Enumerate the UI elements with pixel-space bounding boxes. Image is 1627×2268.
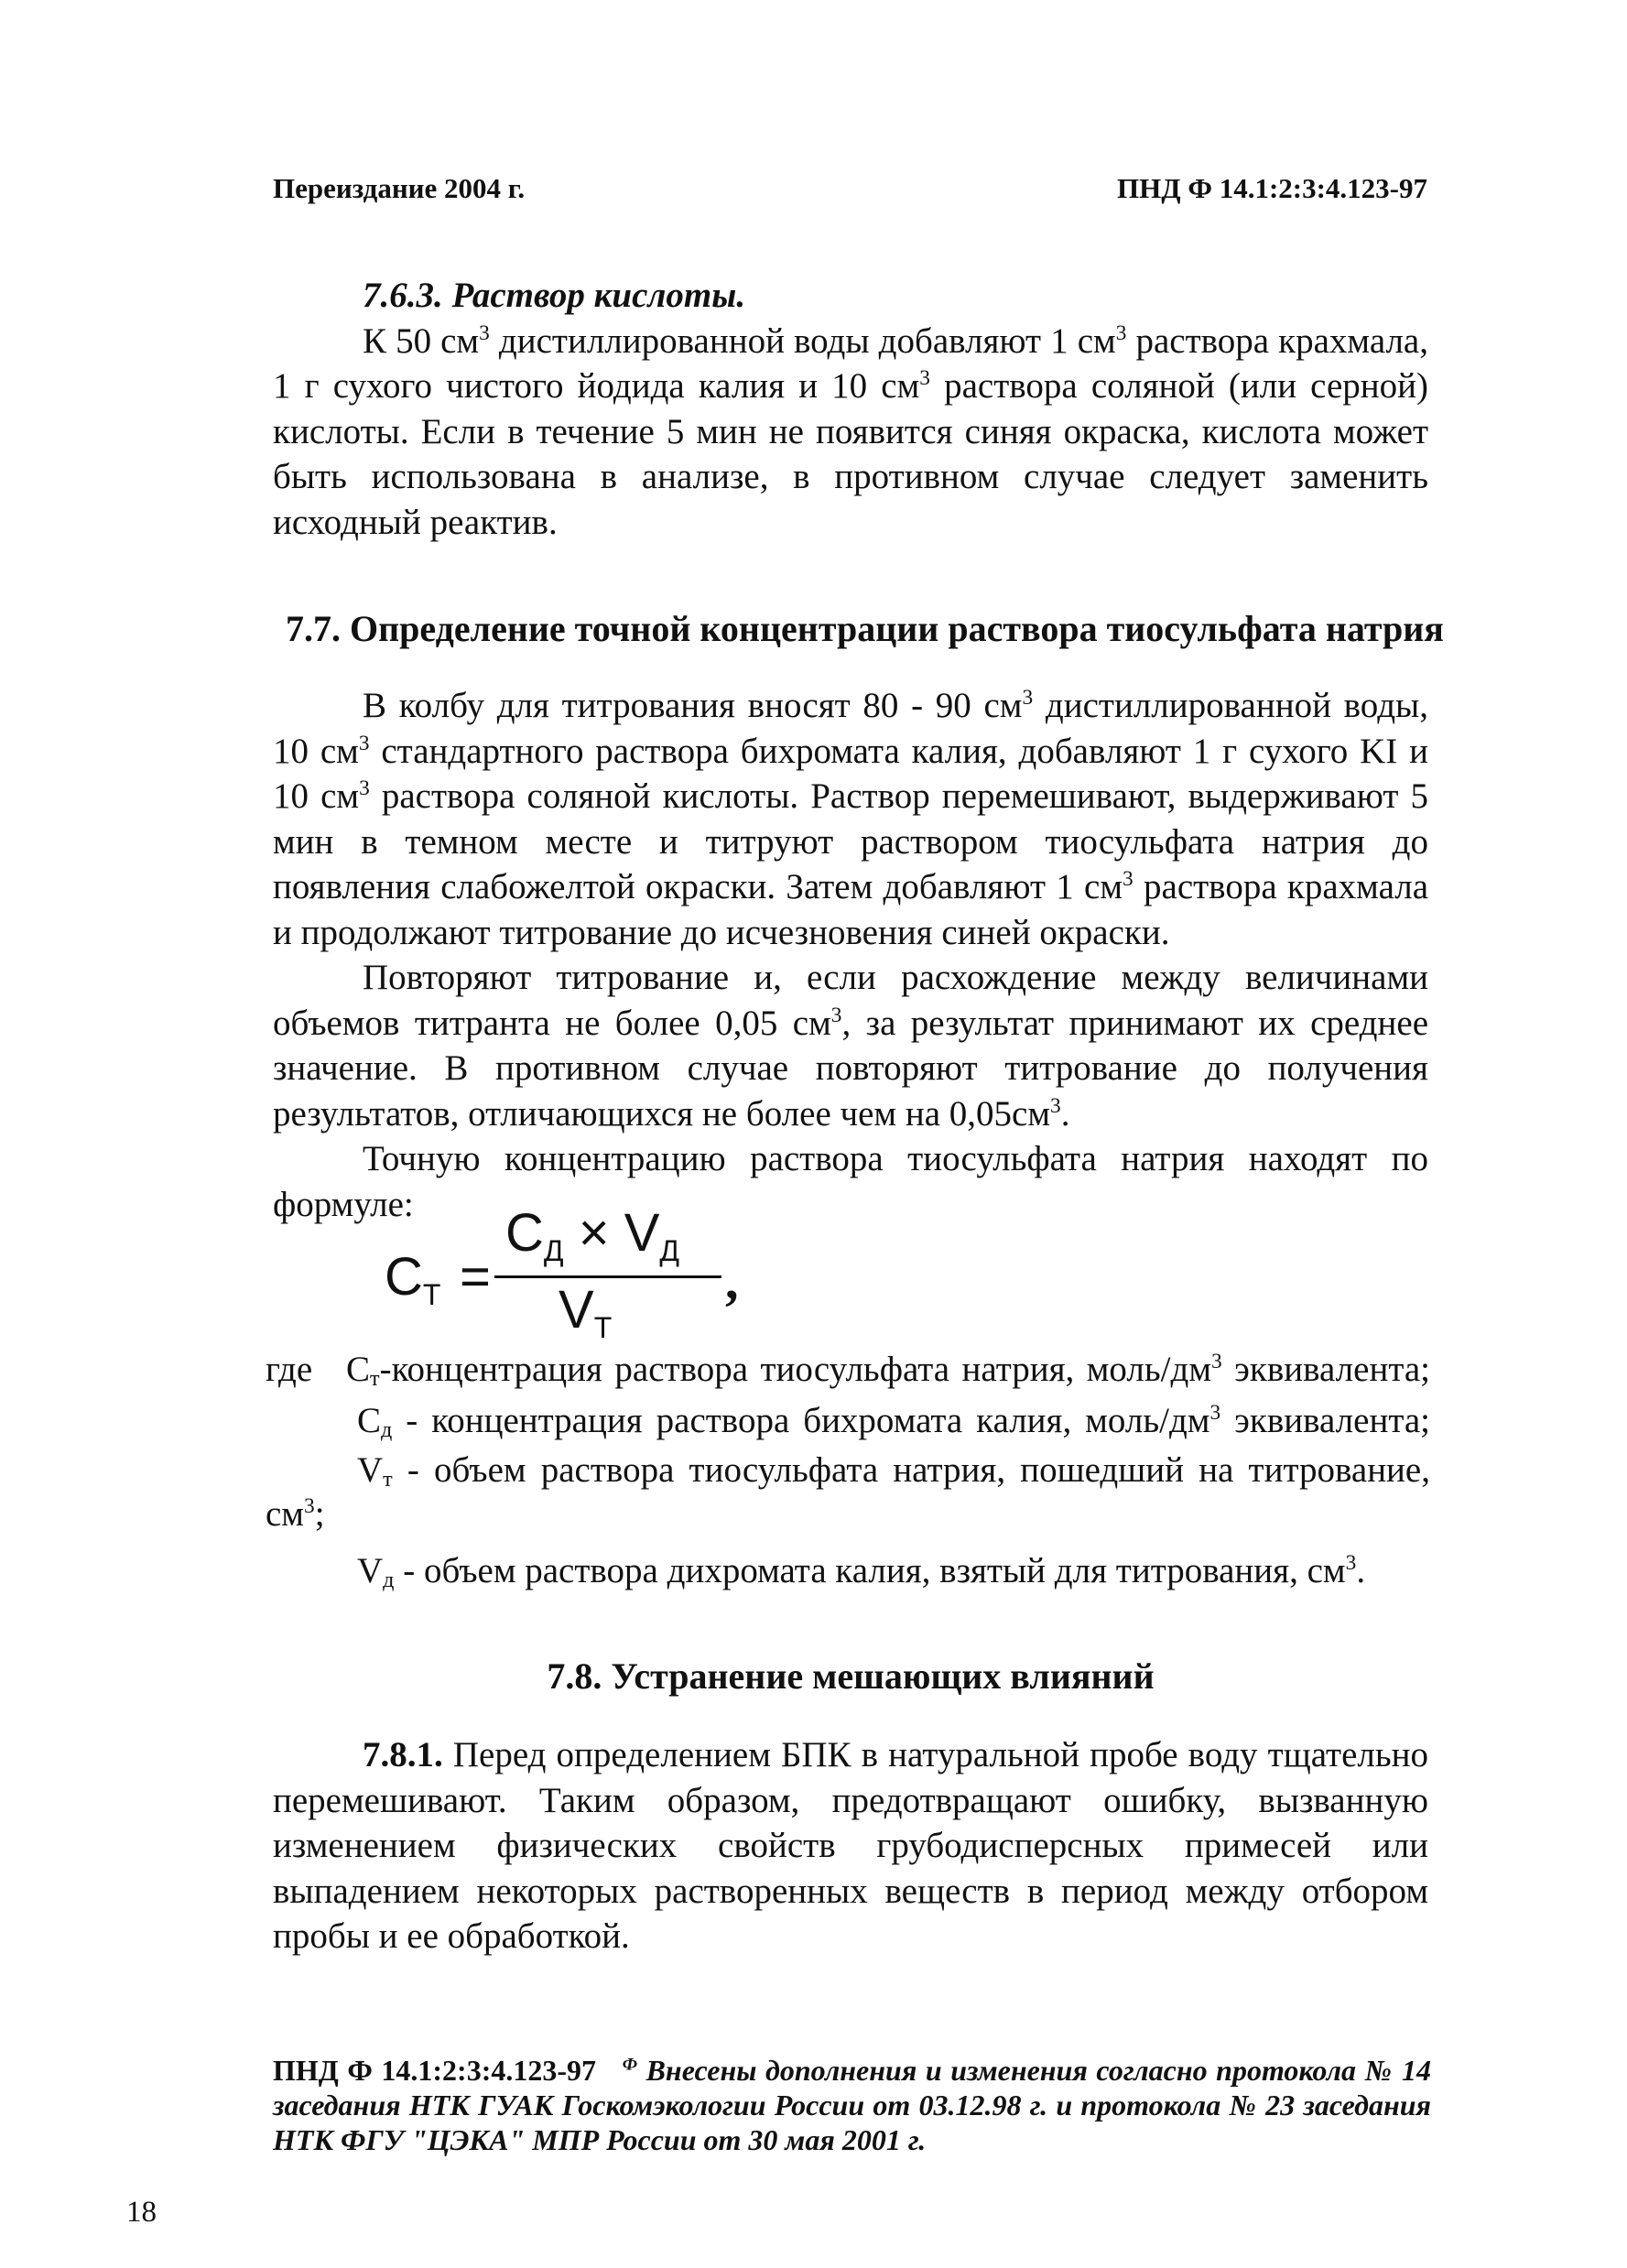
definitions bbox=[266, 1346, 1430, 1595]
section-7-7 bbox=[273, 606, 1444, 652]
header-edition: Переиздание 2004 г. bbox=[273, 172, 526, 204]
paragraph: Повторяют титрование и, если расхождение между величинами объемов титранта не более 0,05 $см^3$, за результат принимают их среднее значение. В противном случае повторяют титрование до получения результатов, отличающихся не более чем на $0,05см^3$. bbox=[273, 958, 1429, 1134]
paragraph: Точную концентрацию раствора тиосульфата натрия находят по формуле: bbox=[273, 1139, 1428, 1224]
formula-equals: = bbox=[460, 1247, 491, 1307]
formula-comma: , bbox=[725, 1251, 739, 1310]
section-7-7-body bbox=[273, 683, 1428, 1227]
definition-cd: $С_д$ - концентрация раствора бихромата калия, моль/$дм^3$ эквивалента; bbox=[357, 1401, 1430, 1442]
footnote bbox=[273, 2053, 1431, 2157]
where-label: где bbox=[266, 1350, 313, 1389]
footnote-mark: Ф bbox=[622, 2055, 638, 2075]
paragraph: К 50 $см^3$ дистиллированной воды добавляют 1 $см^3$ раствора крахмала, 1 г сухого чистого йодида калия и 10 $см^3$ раствора соляной (или серной) кислоты. Если в течение 5 мин не появится синяя окраска, кислота может быть использована в анализе, в противном случае следует заменить исходный реактив. bbox=[273, 320, 1428, 542]
formula-concentration bbox=[385, 1203, 751, 1345]
section-heading: 7.6.3. Раствор кислоты. bbox=[363, 276, 746, 315]
definition-ct: где $С_т$-концентрация раствора тиосульфата натрия, моль/$дм^3$ эквивалента; bbox=[266, 1346, 1430, 1394]
formula-numerator: $С_Д \times V_Д$ bbox=[505, 1203, 680, 1268]
definition-vd: $V_д$ - объем раствора дихромата калия, взятый для титрования, $см^3$. bbox=[357, 1551, 1366, 1592]
formula-denominator: $V_Т$ bbox=[559, 1280, 613, 1345]
formula-lhs: $С_Т$ bbox=[385, 1247, 441, 1312]
page-number: 18 bbox=[126, 2196, 157, 2229]
paragraph: 7.8.1. Перед определением БПК в натуральной пробе воду тщательно перемешивают. Таким образом, предотвращают ошибку, вызванную изменением физических свойств грубодисперсных примесей или выпадением некоторых растворенных веществ в период между отбором пробы и ее обработкой. bbox=[273, 1735, 1428, 1956]
definition-vt: $V_т$ - объем раствора тиосульфата натрия, пошедший на титрование, bbox=[357, 1450, 1430, 1492]
footnote-code: ПНД Ф 14.1:2:3:4.123-97 bbox=[273, 2054, 597, 2087]
section-heading: 7.8. Устранение мешающих влияний bbox=[547, 1655, 1155, 1697]
section-heading: 7.7. Определение точной концентрации раствора тиосульфата натрия bbox=[286, 608, 1444, 649]
footnote-text: Внесены дополнения и изменения согласно протокола № 14 заседания НТК ГУАК Госкомэкологии России от 03.12.98 г. и протокола № 23 заседания НТК ФГУ "ЦЭКА" МПР России от 30 мая 2001 г. bbox=[273, 2054, 1432, 2156]
section-7-6-3 bbox=[273, 273, 1428, 545]
definition-vt-unit: $см^3$; bbox=[266, 1494, 325, 1534]
paragraph: В колбу для титрования вносят 80 - 90 $см^3$ дистиллированной воды, 10 $см^3$ стандартного раствора бихромата калия, добавляют 1 г сухого KI и 10 $см^3$ раствора соляной кислоты. Раствор перемешивают, выдерживают 5 мин в темном месте и титруют раствором тиосульфата натрия до появления слабожелтой окраски. Затем добавляют 1 $см^3$ раствора крахмала и продолжают титрование до исчезновения синей окраски. bbox=[273, 686, 1429, 952]
fraction-bar bbox=[494, 1275, 721, 1278]
header-document-code: ПНД Ф 14.1:2:3:4.123-97 bbox=[1117, 172, 1427, 204]
section-7-8-body bbox=[273, 1732, 1428, 1959]
section-7-8 bbox=[273, 1654, 1428, 1699]
